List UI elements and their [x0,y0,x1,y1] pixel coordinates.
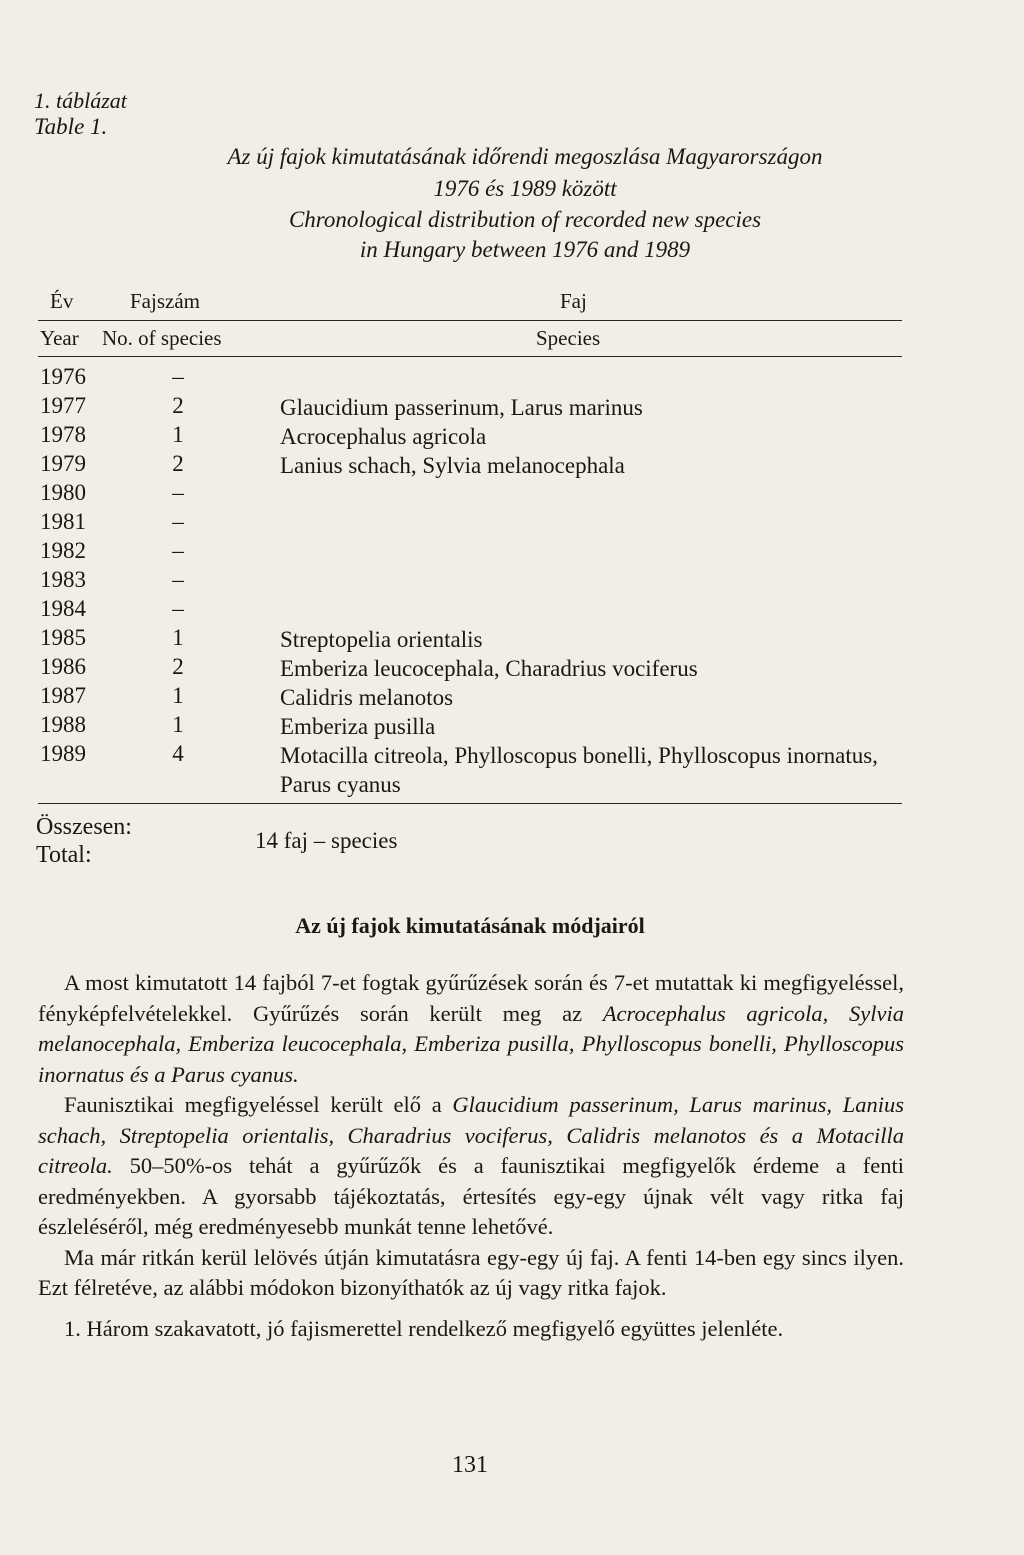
year-cell: 1979 [40,451,86,476]
header-count-hu: Fajszám [130,289,200,313]
species-cell: Motacilla citreola, Phylloscopus bonelli, Phylloscopus inornatus, Parus cyanus [280,743,878,797]
table-row [40,509,910,538]
count-cell: – [172,509,184,534]
table-rule-bottom [38,803,902,804]
header-year-en: Year [40,326,79,350]
section-heading: Az új fajok kimutatásának módjairól [295,913,645,938]
total-label-en: Total: [36,842,92,868]
species-cell: Acrocephalus agricola [280,424,487,449]
year-cell: 1983 [40,567,86,592]
table-row [40,596,910,625]
table-row [40,654,910,683]
table-row [40,451,910,480]
table-row [40,625,910,654]
species-cell: Glaucidium passerinum, Larus marinus [280,395,643,420]
header-count-en: No. of species [102,326,222,350]
count-cell: 4 [172,741,184,766]
species-cell: Emberiza leucocephala, Charadrius vociferus [280,656,698,681]
count-cell: – [172,480,184,505]
header-rule-bottom [38,356,902,357]
count-cell: – [172,596,184,621]
table-row [40,480,910,509]
header-species-en: Species [536,326,601,350]
paragraph: Faunisztikai megfigyeléssel került elő a Glaucidium passerinum, Larus marinus, Lanius schach, Streptopelia orientalis, Charadrius vociferus, Calidris melanotos és a Motacilla citreola. 50–50%-os tehát a gyűrűzők és a faunisztikai megfigyelők érdeme a fenti eredményekben. A gyorsabb tájékoztatás, értesítés egy-egy újnak vélt vagy ritka faj észleléséről, még eredményesebb munkát tenne lehetővé. [38,1092,904,1239]
year-cell: 1984 [40,596,86,621]
species-cell: Calidris melanotos [280,685,454,710]
year-cell: 1978 [40,422,86,447]
count-cell: 2 [172,451,184,476]
table-row [40,567,910,596]
species-cell: Emberiza pusilla [280,714,436,739]
species-cell: Lanius schach, Sylvia melanocephala [280,453,625,478]
species-cell: Streptopelia orientalis [280,627,483,652]
count-cell: 2 [172,393,184,418]
paragraph: Ma már ritkán kerül lelövés útján kimutatásra egy-egy új faj. A fenti 14-ben egy sincs ilyen. Ezt félretéve, az alábbi módokon bizonyíthatók az új vagy ritka fajok. [38,1244,904,1300]
count-cell: – [172,567,184,592]
count-cell: 1 [172,683,184,708]
table-row [40,538,910,567]
count-cell: – [172,538,184,563]
year-cell: 1988 [40,712,86,737]
year-cell: 1982 [40,538,86,563]
count-cell: 2 [172,654,184,679]
caption-en-line1: Chronological distribution of recorded new species [288,207,762,232]
table-row [40,364,910,393]
year-cell: 1977 [40,393,86,418]
table-row [40,422,910,451]
body-text [38,968,904,1344]
caption-hu-line2: 1976 és 1989 között [433,176,617,201]
count-cell: 1 [172,712,184,737]
paragraph: 1. Három szakavatott, jó fajismerettel rendelkező megfigyelő együttes jelenléte. [64,1315,784,1341]
year-cell: 1981 [40,509,86,534]
paragraph: A most kimutatott 14 fajból 7-et fogtak gyűrűzések során és 7-et mutattak ki megfigyeléssel, fényképfelvételekkel. Gyűrűzés során került meg az Acrocephalus agricola, Sylvia melanocephala, Emberiza leucocephala, Emberiza pusilla, Phylloscopus bonelli, Phylloscopus inornatus és a Parus cyanus. [38,970,905,1087]
year-cell: 1985 [40,625,86,650]
year-cell: 1989 [40,741,86,766]
table-label-hu: 1. táblázat [34,88,127,113]
total-value: 14 faj – species [255,828,398,853]
count-cell: – [172,364,184,389]
header-rule-top [38,320,902,321]
page-number: 131 [452,1452,488,1478]
year-cell: 1980 [40,480,86,505]
table-row [40,683,910,712]
header-year-hu: Év [50,289,74,313]
year-cell: 1976 [40,364,86,389]
year-cell: 1986 [40,654,86,679]
caption-hu-line1: Az új fajok kimutatásának időrendi megoszlása Magyarországon [227,144,823,169]
caption-en-line2: in Hungary between 1976 and 1989 [359,237,691,262]
year-cell: 1987 [40,683,86,708]
header-species-hu: Faj [560,289,587,313]
count-cell: 1 [172,422,184,447]
total-label-hu: Összesen: [36,814,132,840]
table-row [40,741,910,799]
count-cell: 1 [172,625,184,650]
table-label-en: Table 1. [34,114,108,139]
table-row [40,393,910,422]
table-row [40,712,910,741]
